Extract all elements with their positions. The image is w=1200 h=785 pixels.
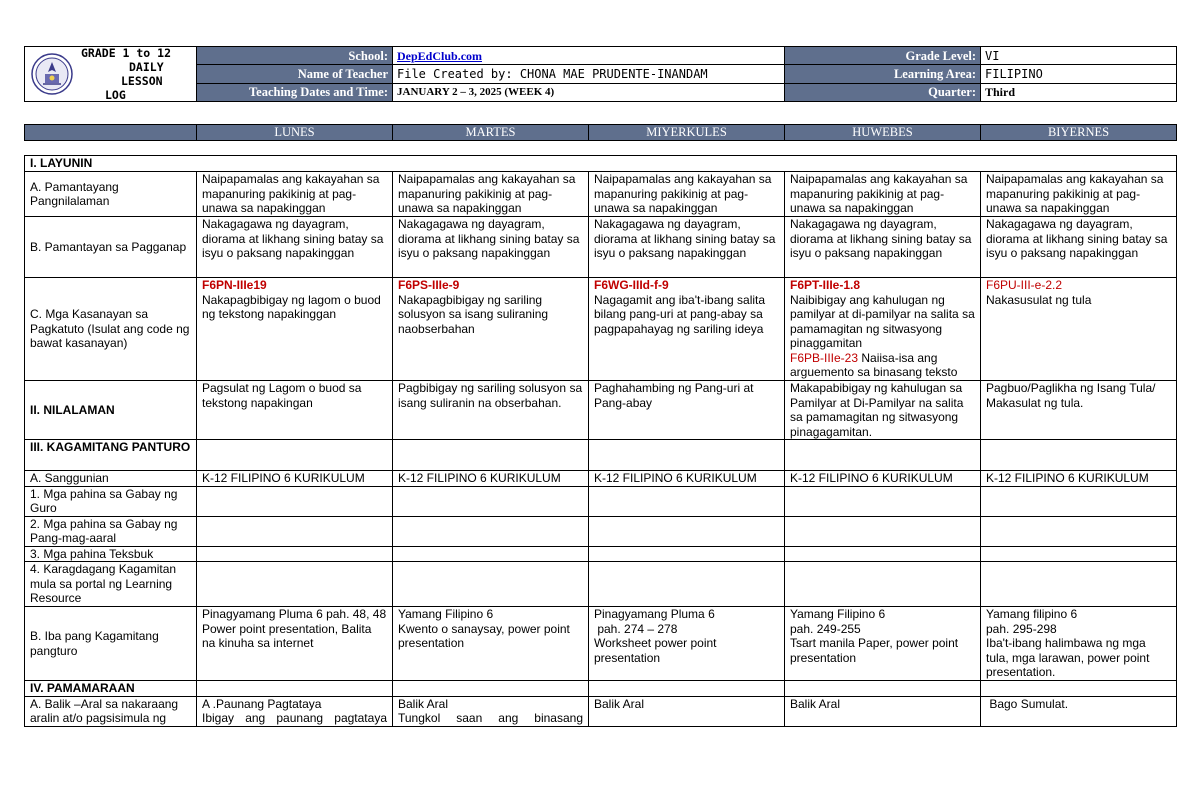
table-cell (589, 516, 785, 546)
title-line: DAILY (129, 60, 164, 74)
table-cell (393, 696, 589, 726)
table-row (25, 546, 1177, 562)
table-row (25, 381, 1177, 440)
cell-line: pah. 249-255 (790, 621, 861, 636)
table-cell (197, 440, 393, 471)
table-cell: K-12 FILIPINO 6 KURIKULUM (981, 471, 1177, 487)
table-cell: Naipapamalas ang kakayahan sa mapanuring pakikinig at pag-unawa sa napakinggan (981, 172, 1177, 217)
table-row (25, 516, 1177, 546)
competency-code: F6PU-III-e-2.2 (986, 278, 1063, 292)
table-cell: Nakagagawa ng dayagram, diorama at likhang sining batay sa isyu o paksang napakinggan (197, 217, 393, 278)
table-cell (393, 607, 589, 681)
table-cell (785, 562, 981, 607)
cell-line: Power point presentation, Balita na kinuha sa internet (202, 621, 372, 650)
cell-line: pah. 274 – 278 (594, 621, 678, 636)
competency-text: Nagagamit ang iba't-ibang salita bilang pang-uri at pang-abay sa pagpapahayag ng sariling ideya (594, 292, 766, 336)
table-cell (785, 440, 981, 471)
section-nilalaman: II. NILALAMAN (25, 381, 197, 440)
row-label: 2. Mga pahina sa Gabay ng Pang-mag-aaral (25, 516, 197, 546)
competency-code: F6PN-IIIe19 (202, 278, 267, 292)
section-kagamitan: III. KAGAMITANG PANTURO (25, 440, 197, 471)
table-cell: K-12 FILIPINO 6 KURIKULUM (589, 471, 785, 487)
table-cell (589, 486, 785, 516)
table-cell (393, 516, 589, 546)
school-label: School: (197, 47, 393, 65)
competency-code: F6PB-IIIe-23 (790, 350, 859, 365)
cell-line: Pinagyamang Pluma 6 pah. 48, 48 (202, 607, 387, 621)
teacher-value: File Created by: CHONA MAE PRUDENTE-INANDAM (393, 65, 785, 83)
header-title-cell (25, 47, 197, 102)
table-cell: Paghahambing ng Pang-uri at Pang-abay (589, 381, 785, 440)
table-cell (981, 607, 1177, 681)
table-row (25, 486, 1177, 516)
competency-text: Nakasusulat ng tula (986, 292, 1092, 307)
table-cell (589, 562, 785, 607)
table-cell (981, 696, 1177, 726)
table-cell (393, 546, 589, 562)
table-row (25, 172, 1177, 217)
header-table (24, 46, 1177, 102)
row-label: 1. Mga pahina sa Gabay ng Guro (25, 486, 197, 516)
table-row (25, 681, 1177, 697)
school-value (393, 47, 785, 65)
teacher-label: Name of Teacher (197, 65, 393, 83)
table-cell (981, 486, 1177, 516)
cell-line: Kwento o sanaysay, power point presentation (398, 621, 570, 650)
cell-line: Tungkol saan ang binasang (398, 711, 583, 725)
table-cell (785, 607, 981, 681)
competency-text: Naibibigay ang kahulugan ng pamilyar at di-pamilyar na salita sa pamamagitan ng sitwasyong pinaggamitan (790, 292, 975, 350)
table-cell (785, 681, 981, 697)
table-cell: Nakagagawa ng dayagram, diorama at likhang sining batay sa isyu o paksang napakinggan (785, 217, 981, 278)
competency-code: F6PS-IIIe-9 (398, 278, 460, 292)
table-cell (393, 681, 589, 697)
day-header-martes: MARTES (393, 125, 589, 141)
row-label: A. Pamantayang Pangnilalaman (25, 172, 197, 217)
cell-line: Balik Aral (398, 696, 449, 711)
table-cell (589, 696, 785, 726)
cell-line: Yamang filipino 6 (986, 607, 1078, 621)
table-cell (197, 516, 393, 546)
grade-level-label: Grade Level: (785, 47, 981, 65)
school-link[interactable]: DepEdClub.com (397, 48, 483, 63)
table-cell (197, 546, 393, 562)
row-label: B. Iba pang Kagamitang pangturo (25, 607, 197, 681)
cell-line: A .Paunang Pagtataya (202, 696, 322, 711)
cell-line: Iba't-ibang halimbawa ng mga tula, mga larawan, power point presentation. (986, 636, 1150, 679)
table-cell (785, 278, 981, 381)
lesson-log-table (24, 155, 1177, 727)
table-cell: Pagbuo/Paglikha ng Isang Tula/ Makasulat ng tula. (981, 381, 1177, 440)
dates-label: Teaching Dates and Time: (197, 83, 393, 101)
table-cell (393, 562, 589, 607)
row-label: 4. Karagdagang Kagamitan mula sa portal ng Learning Resource (25, 562, 197, 607)
deped-seal-icon (31, 53, 73, 95)
table-cell (981, 681, 1177, 697)
competency-code: F6WG-IIId-f-9 (594, 278, 669, 292)
cell-line: Worksheet power point presentation (594, 636, 717, 665)
table-cell (393, 486, 589, 516)
grade-level-value: VI (981, 47, 1177, 65)
table-row (25, 278, 1177, 381)
table-cell (785, 516, 981, 546)
table-row (25, 562, 1177, 607)
table-cell (197, 486, 393, 516)
table-cell (785, 486, 981, 516)
day-header-biyernes: BIYERNES (981, 125, 1177, 141)
table-cell (197, 278, 393, 381)
table-cell: Naipapamalas ang kakayahan sa mapanuring pakikinig at pag-unawa sa napakinggan (785, 172, 981, 217)
table-cell (981, 546, 1177, 562)
table-cell (785, 546, 981, 562)
competency-text: Nakapagbibigay ng sariling solusyon sa isang suliraning naobserbahan (398, 292, 549, 336)
table-cell (589, 681, 785, 697)
day-header-table (24, 124, 1177, 141)
table-cell (197, 607, 393, 681)
table-row (25, 217, 1177, 278)
cell-line: Yamang Filipino 6 (398, 607, 494, 621)
table-cell: Naipapamalas ang kakayahan sa mapanuring pakikinig at pag-unawa sa napakinggan (589, 172, 785, 217)
table-cell (981, 278, 1177, 381)
section-pamamaraan: IV. PAMAMARAAN (25, 681, 197, 697)
title-line: LESSON (121, 74, 163, 88)
row-label: 3. Mga pahina Teksbuk (25, 546, 197, 562)
cell-line: Pinagyamang Pluma 6 (594, 607, 715, 621)
table-row (25, 607, 1177, 681)
title-line: LOG (105, 88, 126, 102)
competency-text: Naiisa-isa ang arguemento sa binasang teksto (790, 350, 958, 379)
table-cell (981, 562, 1177, 607)
title-line: GRADE 1 to 12 (81, 46, 172, 60)
day-header-blank (25, 125, 197, 141)
cell-line: pah. 295-298 (986, 621, 1057, 636)
table-cell (197, 681, 393, 697)
table-cell (785, 696, 981, 726)
table-cell (589, 546, 785, 562)
dates-value: JANUARY 2 – 3, 2025 (WEEK 4) (393, 83, 785, 101)
cell-line: Bago Sumulat. (986, 696, 1069, 711)
table-cell: Pagbibigay ng sariling solusyon sa isang suliranin na obserbahan. (393, 381, 589, 440)
quarter-label: Quarter: (785, 83, 981, 101)
cell-line: Balik Aral (790, 696, 841, 711)
day-header-huwebes: HUWEBES (785, 125, 981, 141)
table-cell: Nakagagawa ng dayagram, diorama at likhang sining batay sa isyu o paksang napakinggan (589, 217, 785, 278)
table-row (25, 696, 1177, 726)
table-cell (197, 696, 393, 726)
dll-title (81, 47, 171, 102)
row-label: B. Pamantayan sa Pagganap (25, 217, 197, 278)
learning-area-label: Learning Area: (785, 65, 981, 83)
table-cell: K-12 FILIPINO 6 KURIKULUM (393, 471, 589, 487)
cell-line: Yamang Filipino 6 (790, 607, 886, 621)
competency-text: Nakapagbibigay ng lagom o buod ng tekstong napakinggan (202, 292, 381, 321)
table-cell (393, 278, 589, 381)
table-cell: Makapabibigay ng kahulugan sa Pamilyar at Di-Pamilyar na salita sa pamamagitan ng sitwasyong pinagagamitan. (785, 381, 981, 440)
competency-code: F6PT-IIIe-1.8 (790, 278, 861, 292)
table-cell: Nakagagawa ng dayagram, diorama at likhang sining batay sa isyu o paksang napakinggan (981, 217, 1177, 278)
table-cell (589, 607, 785, 681)
table-cell: Naipapamalas ang kakayahan sa mapanuring pakikinig at pag-unawa sa napakinggan (393, 172, 589, 217)
learning-area-value: FILIPINO (981, 65, 1177, 83)
table-cell: Pagsulat ng Lagom o buod sa tekstong napakingan (197, 381, 393, 440)
section-layunin: I. LAYUNIN (25, 156, 1177, 172)
table-cell (393, 440, 589, 471)
table-row (25, 156, 1177, 172)
table-cell (589, 440, 785, 471)
quarter-value: Third (981, 83, 1177, 101)
table-cell: K-12 FILIPINO 6 KURIKULUM (197, 471, 393, 487)
table-row (25, 440, 1177, 471)
day-header-miyerkules: MIYERKULES (589, 125, 785, 141)
table-cell: Naipapamalas ang kakayahan sa mapanuring pakikinig at pag-unawa sa napakinggan (197, 172, 393, 217)
table-cell (197, 562, 393, 607)
cell-line: Ibigay ang paunang pagtataya (202, 711, 387, 725)
table-cell (981, 516, 1177, 546)
table-cell (589, 278, 785, 381)
table-row (25, 471, 1177, 487)
day-header-lunes: LUNES (197, 125, 393, 141)
table-cell: K-12 FILIPINO 6 KURIKULUM (785, 471, 981, 487)
row-label: A. Sanggunian (25, 471, 197, 487)
table-cell: Nakagagawa ng dayagram, diorama at likhang sining batay sa isyu o paksang napakinggan (393, 217, 589, 278)
table-cell (981, 440, 1177, 471)
cell-line: Tsart manila Paper, power point presentation (790, 636, 959, 665)
row-label: C. Mga Kasanayan sa Pagkatuto (Isulat ang code ng bawat kasanayan) (25, 278, 197, 381)
cell-line: Balik Aral (594, 696, 645, 711)
row-label: A. Balik –Aral sa nakaraang aralin at/o pagsisimula ng (25, 696, 197, 726)
